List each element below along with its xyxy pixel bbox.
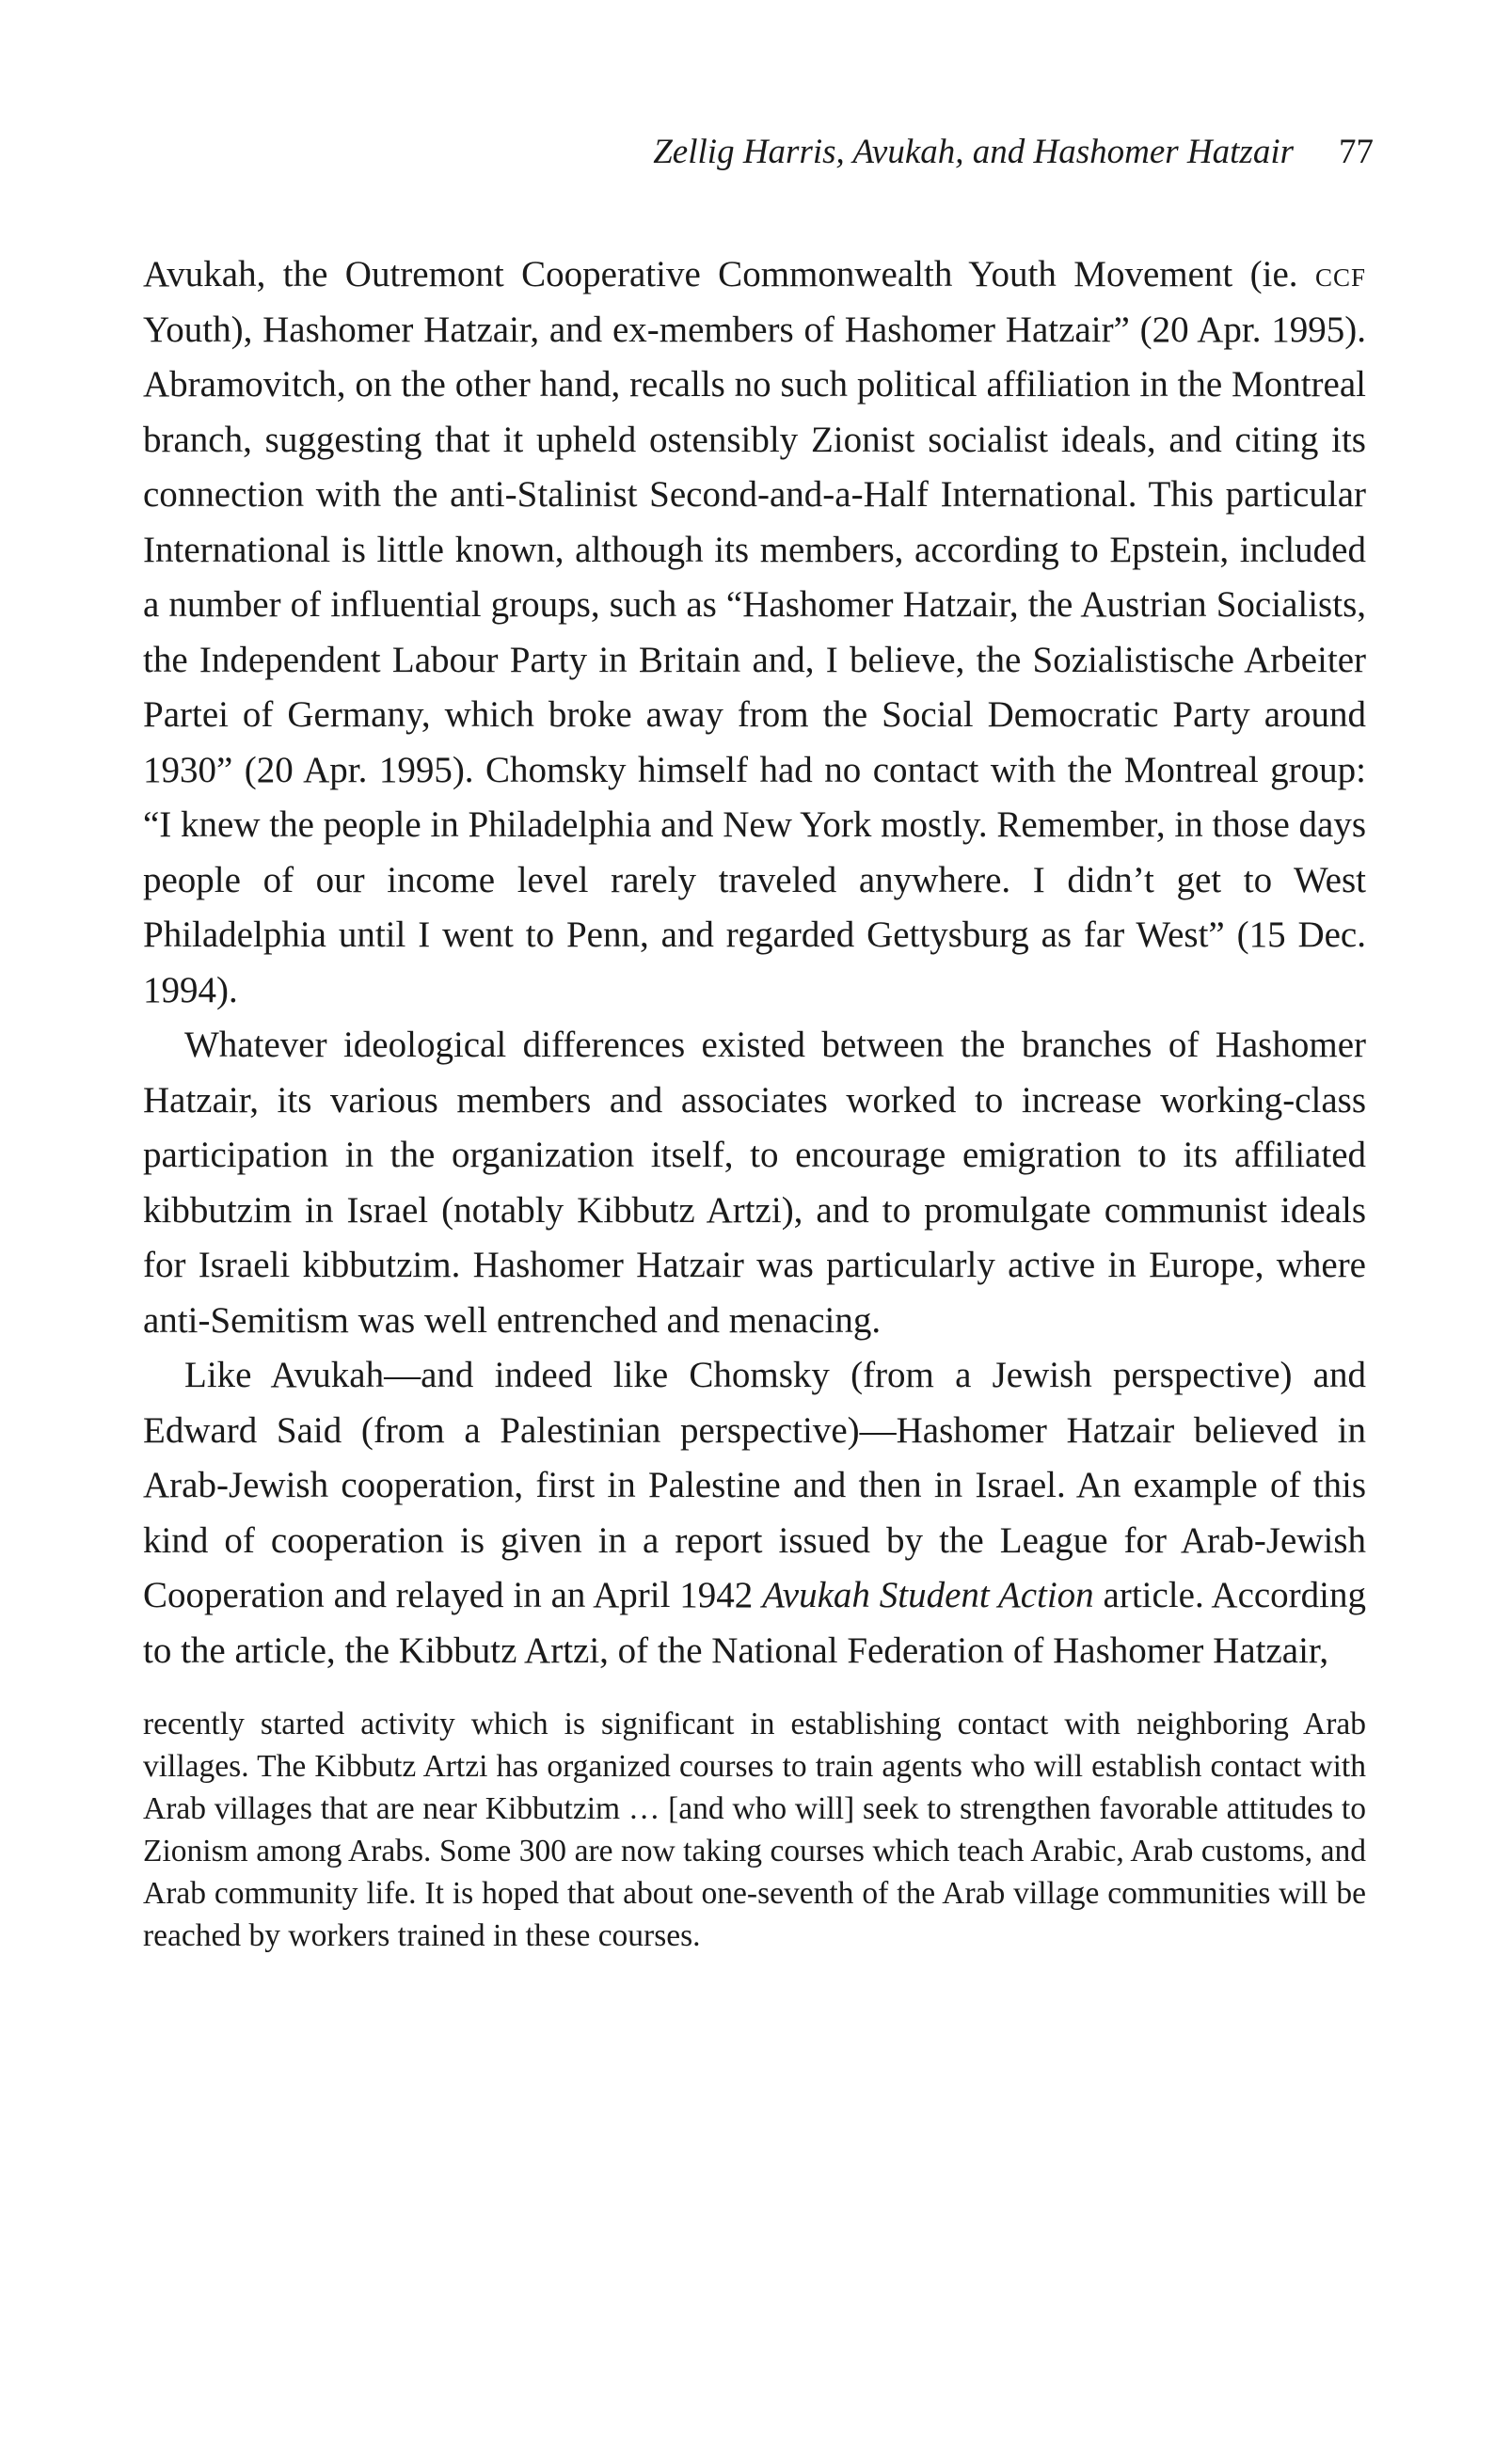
body-text: [143, 247, 1366, 1957]
paragraph-1-text-end: Youth), Hashomer Hatzair, and ex-members of Hashomer Hatzair” (20 Apr. 1995). Abramovitch, on the other hand, recalls no such political affiliation in the Montreal branch, suggesting that it upheld ostensibly Zionist socialist ideals, and citing its connection with the anti-Stalinist Second-and-a-Half International. This particular International is little known, although its members, according to Epstein, included a number of influential groups, such as “Hashomer Hatzair, the Austrian Socialists, the Independent Labour Party in Britain and, I believe, the Sozialistische Arbeiter Partei of Germany, which broke away from the Social Democratic Party around 1930” (20 Apr. 1995). Chomsky himself had no contact with the Montreal group: “I knew the people in Philadelphia and New York mostly. Remember, in those days people of our income level rarely traveled anywhere. I didn’t get to West Philadelphia until I went to Penn, and regarded Gettysburg as far West” (15 Dec. 1994).: [143, 309, 1367, 1010]
paragraph-1: [143, 247, 1366, 1018]
paragraph-2: Whatever ideological differences existed between the branches of Hashomer Hatzair, its various members and associates worked to increase working-class participation in the organization itself, to encourage emigration to its affiliated kibbutzim in Israel (notably Kibbutz Artzi), and to promulgate communist ideals for Israeli kibbutzim. Hashomer Hatzair was particularly active in Europe, where anti-Semitism was well entrenched and menacing.: [143, 1025, 1366, 1341]
publication-title: Avukah Student Action: [762, 1575, 1094, 1615]
block-quote: recently started activity which is significant in establishing contact with neighboring Arab villages. The Kibbutz Artzi has organized courses to train agents who will establish contact with Arab villages that are near Kibbutzim … [and who will] seek to strengthen favorable attitudes to Zionism among Arabs. Some 300 are now taking courses which teach Arabic, Arab customs, and Arab community life. It is hoped that about one-seventh of the Arab village communities will be reached by workers trained in these courses.: [143, 1707, 1366, 1953]
running-head: [141, 132, 1374, 173]
ccf-abbreviation: ccf: [1314, 254, 1366, 294]
page-number: 77: [1339, 133, 1374, 171]
running-head-title: Zellig Harris, Avukah, and Hashomer Hatzair: [653, 133, 1294, 171]
paragraph-3: [143, 1348, 1366, 1678]
paragraph-3-text-start: Like Avukah—and indeed like Chomsky (from a Jewish perspective) and Edward Said (from a Palestinian perspective)—Hashomer Hatzair believed in Arab-Jewish cooperation, first in Palestine and then in Israel. An example of this kind of cooperation is given in a report issued by the League for Arab-Jewish Cooperation and relayed in an April 1942: [143, 1355, 1366, 1615]
paragraph-3-text-end: article. According to the article, the Kibbutz Artzi, of the National Federation of Hashomer Hatzair,: [143, 1575, 1367, 1671]
paragraph-1-text-start: Avukah, the Outremont Cooperative Commonwealth Youth Movement (ie.: [143, 254, 1315, 294]
